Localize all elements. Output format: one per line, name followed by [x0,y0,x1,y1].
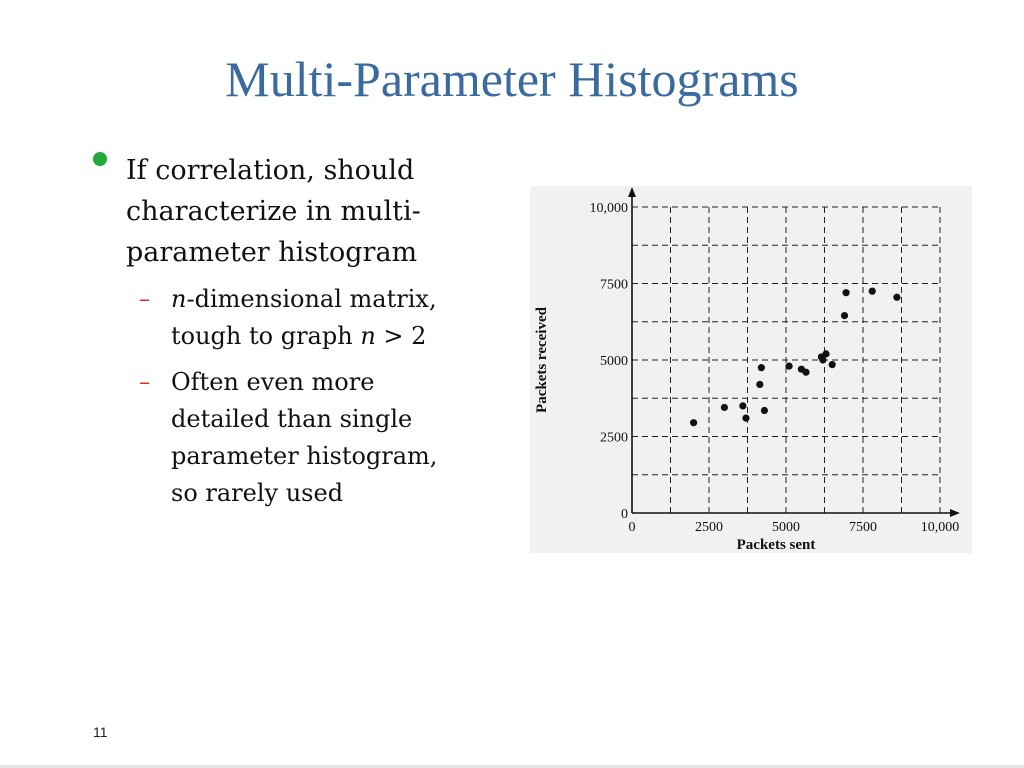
y-tick-label: 0 [621,507,628,522]
sub-bullet-text: tough to graph [171,322,361,350]
x-axis-arrow [950,509,960,517]
data-point [802,369,809,376]
data-point [893,294,900,301]
sub-bullet-1 [171,281,491,355]
data-point [829,361,836,368]
x-tick-label: 2500 [695,520,723,535]
slide-title: Multi-Parameter Histograms [225,51,799,107]
data-point [819,356,826,363]
italic-n: n [360,322,376,350]
bullet-marker [93,152,107,166]
data-point [739,402,746,409]
x-tick-label: 7500 [849,520,877,535]
data-point [869,288,876,295]
scatter-chart [530,186,972,553]
y-tick-label: 2500 [600,430,628,446]
sub-bullet-line: detailed than single [171,405,413,433]
data-point [690,419,697,426]
y-axis-arrow [628,187,636,197]
data-point [756,381,763,388]
sub-bullet-dash: – [139,287,150,312]
bullet-text [126,150,476,273]
data-point [842,289,849,296]
slide-number: 11 [93,724,108,740]
y-tick-label: 5000 [600,354,628,369]
sub-bullet-line: Often even more [171,368,375,396]
bullet-line: If correlation, should [126,155,415,186]
sub-bullet-line [171,281,491,318]
sub-bullet-line: parameter histogram, [171,442,438,470]
data-point [742,415,749,422]
italic-n: n [171,285,187,313]
bullet-line: parameter histogram [126,237,418,268]
sub-bullet-text: -dimensional matrix, [186,285,437,313]
data-point [822,350,829,357]
data-point [761,407,768,414]
scatter-plot-svg [530,186,972,553]
sub-bullet-dash: – [139,370,150,395]
y-axis-label: Packets received [534,307,550,413]
sub-bullet-2 [171,364,491,512]
bullet-line: characterize in multi- [126,196,421,227]
data-point [841,312,848,319]
data-point [758,364,765,371]
y-tick-label: 7500 [600,277,628,293]
data-point [785,363,792,370]
sub-bullet-line: so rarely used [171,479,344,507]
sub-bullet-text: > 2 [375,322,427,350]
data-point [721,404,728,411]
x-tick-label: 10,000 [920,520,960,535]
x-tick-label: 0 [628,520,636,535]
x-tick-label: 5000 [772,520,800,535]
x-axis-label: Packets sent [736,537,816,553]
y-tick-label: 10,000 [589,201,628,216]
sub-bullet-line [171,318,491,355]
